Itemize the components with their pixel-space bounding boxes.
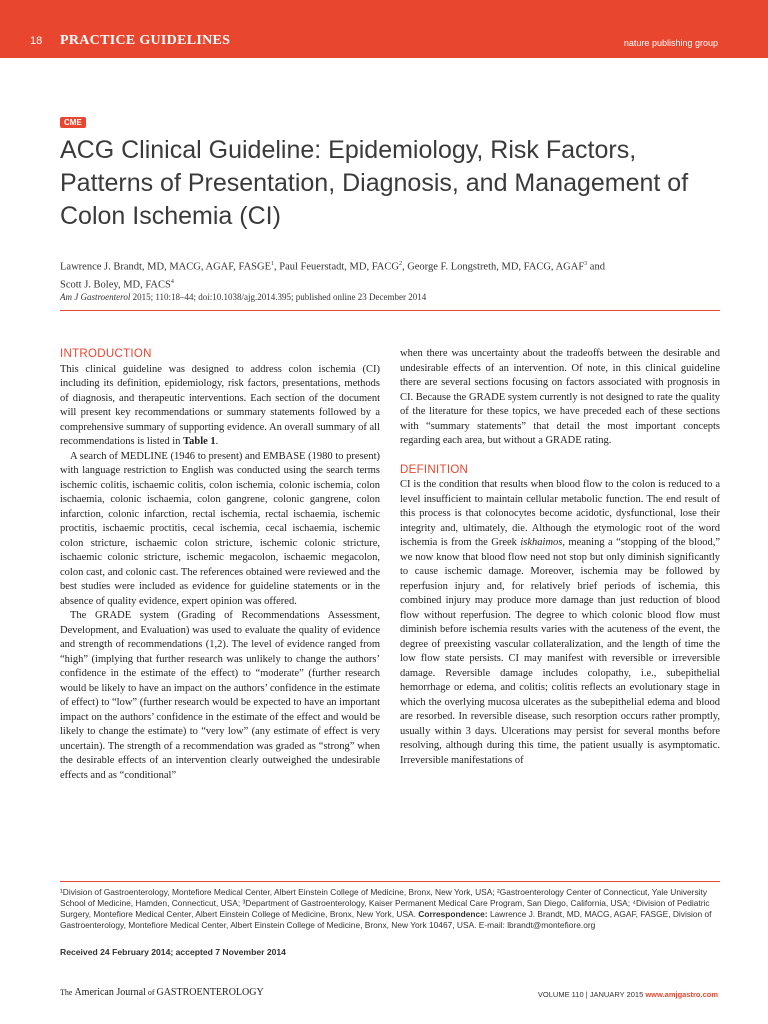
affiliation-marker: 3: [584, 261, 588, 267]
grade-paragraph: The GRADE system (Grading of Recommendations Assessment, Development, and Evaluation) was used to evaluate the quality of evidence and strength of recommendations (1,2). The level of evidence ranged from “high” (implying that further research was unlikely to change the authors’ confidence in the estimate of the effect) to “moderate” (further research would be likely to have an impact on the authors’ confidence in the estimate of effect) to “low” (further research would be expected to have an important impact on the authors’ confidence in the estimate of the effect and would be likely to change the estimate) to “very low” (any estimate of effect is very uncertain). The strength of a recommendation was graded as “strong” when the desirable effects of an intervention clearly outweighed the undesirable effects and as “conditional”: [60, 610, 380, 781]
issue-info: [538, 990, 718, 999]
author-conjunction: and: [587, 261, 605, 273]
definition-text-cont: , meaning a “stopping of the blood,” we now know that blood flow need not stop but only diminish significantly to cause ischemic damage. Moreover, ischemia may be followed by reperfusion injury and, for relatively brief periods of ischemia, this combined injury may produce more damage than just reduction of blood flow without reperfusion. The degree to which colonic blood flow must diminish before ischemia results varies with the acuteness of the event, the degree of preexisting vascular collateralization, and the length of time the low flow state persists. CI may manifest with reversible or irreversible damage. Reversible damage includes colopathy, i.e., subepithelial hemorrhage or edema, and colitis; colitis reflects an evolutionary stage in which the overlying mucosa ulcerates as the subepithelial edema and blood are resorbed. In reversible disease, such resorption occurs rather promptly, usually within 3 days. Ulcerations may persist for several months before resolving, although during this time, the patient usually is asymptomatic. Irreversible manifestations of: [400, 537, 720, 766]
left-column: [60, 347, 380, 783]
greek-term: iskhaimos: [520, 537, 563, 548]
citation-line: [60, 292, 710, 302]
header-bar: [0, 0, 768, 58]
citation-details: 2015; 110:18–44; doi:10.1038/ajg.2014.395; published online 23 December 2014: [130, 292, 427, 302]
author-feuerstadt: , Paul Feuerstadt, MD, FACG: [274, 261, 399, 273]
journal-name: [60, 987, 264, 998]
journal-of: of: [145, 988, 157, 997]
section-label: PRACTICE GUIDELINES: [60, 33, 231, 48]
cme-badge: CME: [60, 117, 86, 128]
footnote-rule: [60, 881, 720, 882]
introduction-heading: INTRODUCTION: [60, 348, 152, 360]
grade-continuation-paragraph: when there was uncertainty about the tradeoffs between the desirable and undesirable effects of an intervention. Of note, in this clinical guideline there are several sections focusing on factors associated with prognosis in CI. Because the GRADE system currently is not designed to rate the quality of the literature for these topics, we have preceded each of these sections with “summary statements” that detail the most important concepts regarding each area, but without a GRADE rating.: [400, 348, 720, 446]
intro-paragraph: [60, 363, 380, 450]
author-brandt: Lawrence J. Brandt, MD, MACG, AGAF, FASGE: [60, 261, 271, 273]
author-list: [60, 257, 710, 292]
definition-paragraph: [400, 478, 720, 768]
correspondence-text: Lawrence J. Brandt, MD, MACG, AGAF, FASGE, Division of Gastroenterology, Montefiore Medical Center, Albert Einstein College of Medicine, Bronx, New York 10467, USA. E-mail: lbrandt@montefiore.org: [60, 909, 712, 930]
publisher-name: nature publishing group: [623, 38, 718, 48]
affiliations-text: ¹Division of Gastroenterology, Montefiore Medical Center, Albert Einstein College of Medicine, Bronx, New York, USA; ²Gastroenterology Center of Connecticut, Yale University School of Medicine, Hamden, Connecticut, USA; ³Department of Gastroenterology, Kaiser Permanent Medical Care Program, San Diego, California, USA; ⁴Division of Pediatric Surgery, Montefiore Medical Center, Albert Einstein College of Medicine, Bronx, New York, USA.: [60, 887, 710, 919]
author-boley: Scott J. Boley, MD, FACS: [60, 279, 171, 290]
journal-the: The: [60, 988, 75, 997]
table-reference: Table 1: [183, 436, 216, 447]
author-longstreth: , George F. Longstreth, MD, FACG, AGAF: [401, 261, 585, 273]
affiliation-marker: 4: [170, 278, 174, 285]
journal-url[interactable]: www.amjgastro.com: [645, 990, 718, 999]
intro-text: This clinical guideline was designed to address colon ischemia (CI) including its definition, epidemiology, risk factors, presentations, methods of diagnosis, and therapeutic interventions. Each section of the document will present key recommendations or summary statements followed by a comprehensive summary of supporting evidence. An overall summary of all recommendations is listed in: [60, 363, 380, 447]
affiliation-marker: 2: [398, 261, 402, 267]
citation-journal: Am J Gastroenterol: [60, 292, 131, 302]
article-title: ACG Clinical Guideline: Epidemiology, Risk Factors, Patterns of Presentation, Diagnosis, and Management of Colon Ischemia (CI): [60, 136, 689, 230]
journal-gastro: GASTROENTEROLOGY: [156, 987, 264, 998]
correspondence-label: Correspondence:: [418, 909, 488, 919]
page-number: 18: [30, 35, 43, 47]
volume-info: VOLUME 110 | JANUARY 2015: [537, 990, 644, 999]
journal-american: American Journal: [74, 987, 146, 998]
right-column: [400, 347, 720, 768]
search-paragraph: A search of MEDLINE (1946 to present) and EMBASE (1980 to present) with language restriction to English was conducted using the search terms ischemic colitis, ischaemic colitis, colon ischemia, colonic ischemia, colon ischaemia, colonic ischaemia, colon gangrene, colonic gangrene, colon infarction, colonic infarction, rectal ischemia, rectal ischaemia, ischemic proctitis, ischaemic proctitis, cecal ischemia, cecal ischaemia, ischemic colon stricture, ischaemic colon stricture, ischemic colonic stricture, ischaemic colonic stricture, ischemic megacolon, ischaemic megacolon, colon cast, and colonic cast. The references obtained were reviewed and the best studies were included as evidence for guideline statements or in the absence of quality evidence, expert opinion was offered.: [60, 450, 380, 607]
divider-rule: [60, 310, 720, 311]
received-dates: Received 24 February 2014; accepted 7 November 2014: [60, 947, 286, 957]
affiliation-marker: 1: [271, 261, 274, 267]
definition-heading: DEFINITION: [400, 463, 469, 476]
affiliations-footnote: [60, 887, 720, 931]
definition-text: CI is the condition that results when blood flow to the colon is reduced to a level insufficient to maintain cellular metabolic function. The end result of this process is that colonocytes become acidotic, dysfunctional, lose their integrity and, ultimately, die. Although the etymologic root of the word ischemia is from the Greek: [400, 479, 720, 548]
intro-text-end: .: [215, 436, 219, 447]
